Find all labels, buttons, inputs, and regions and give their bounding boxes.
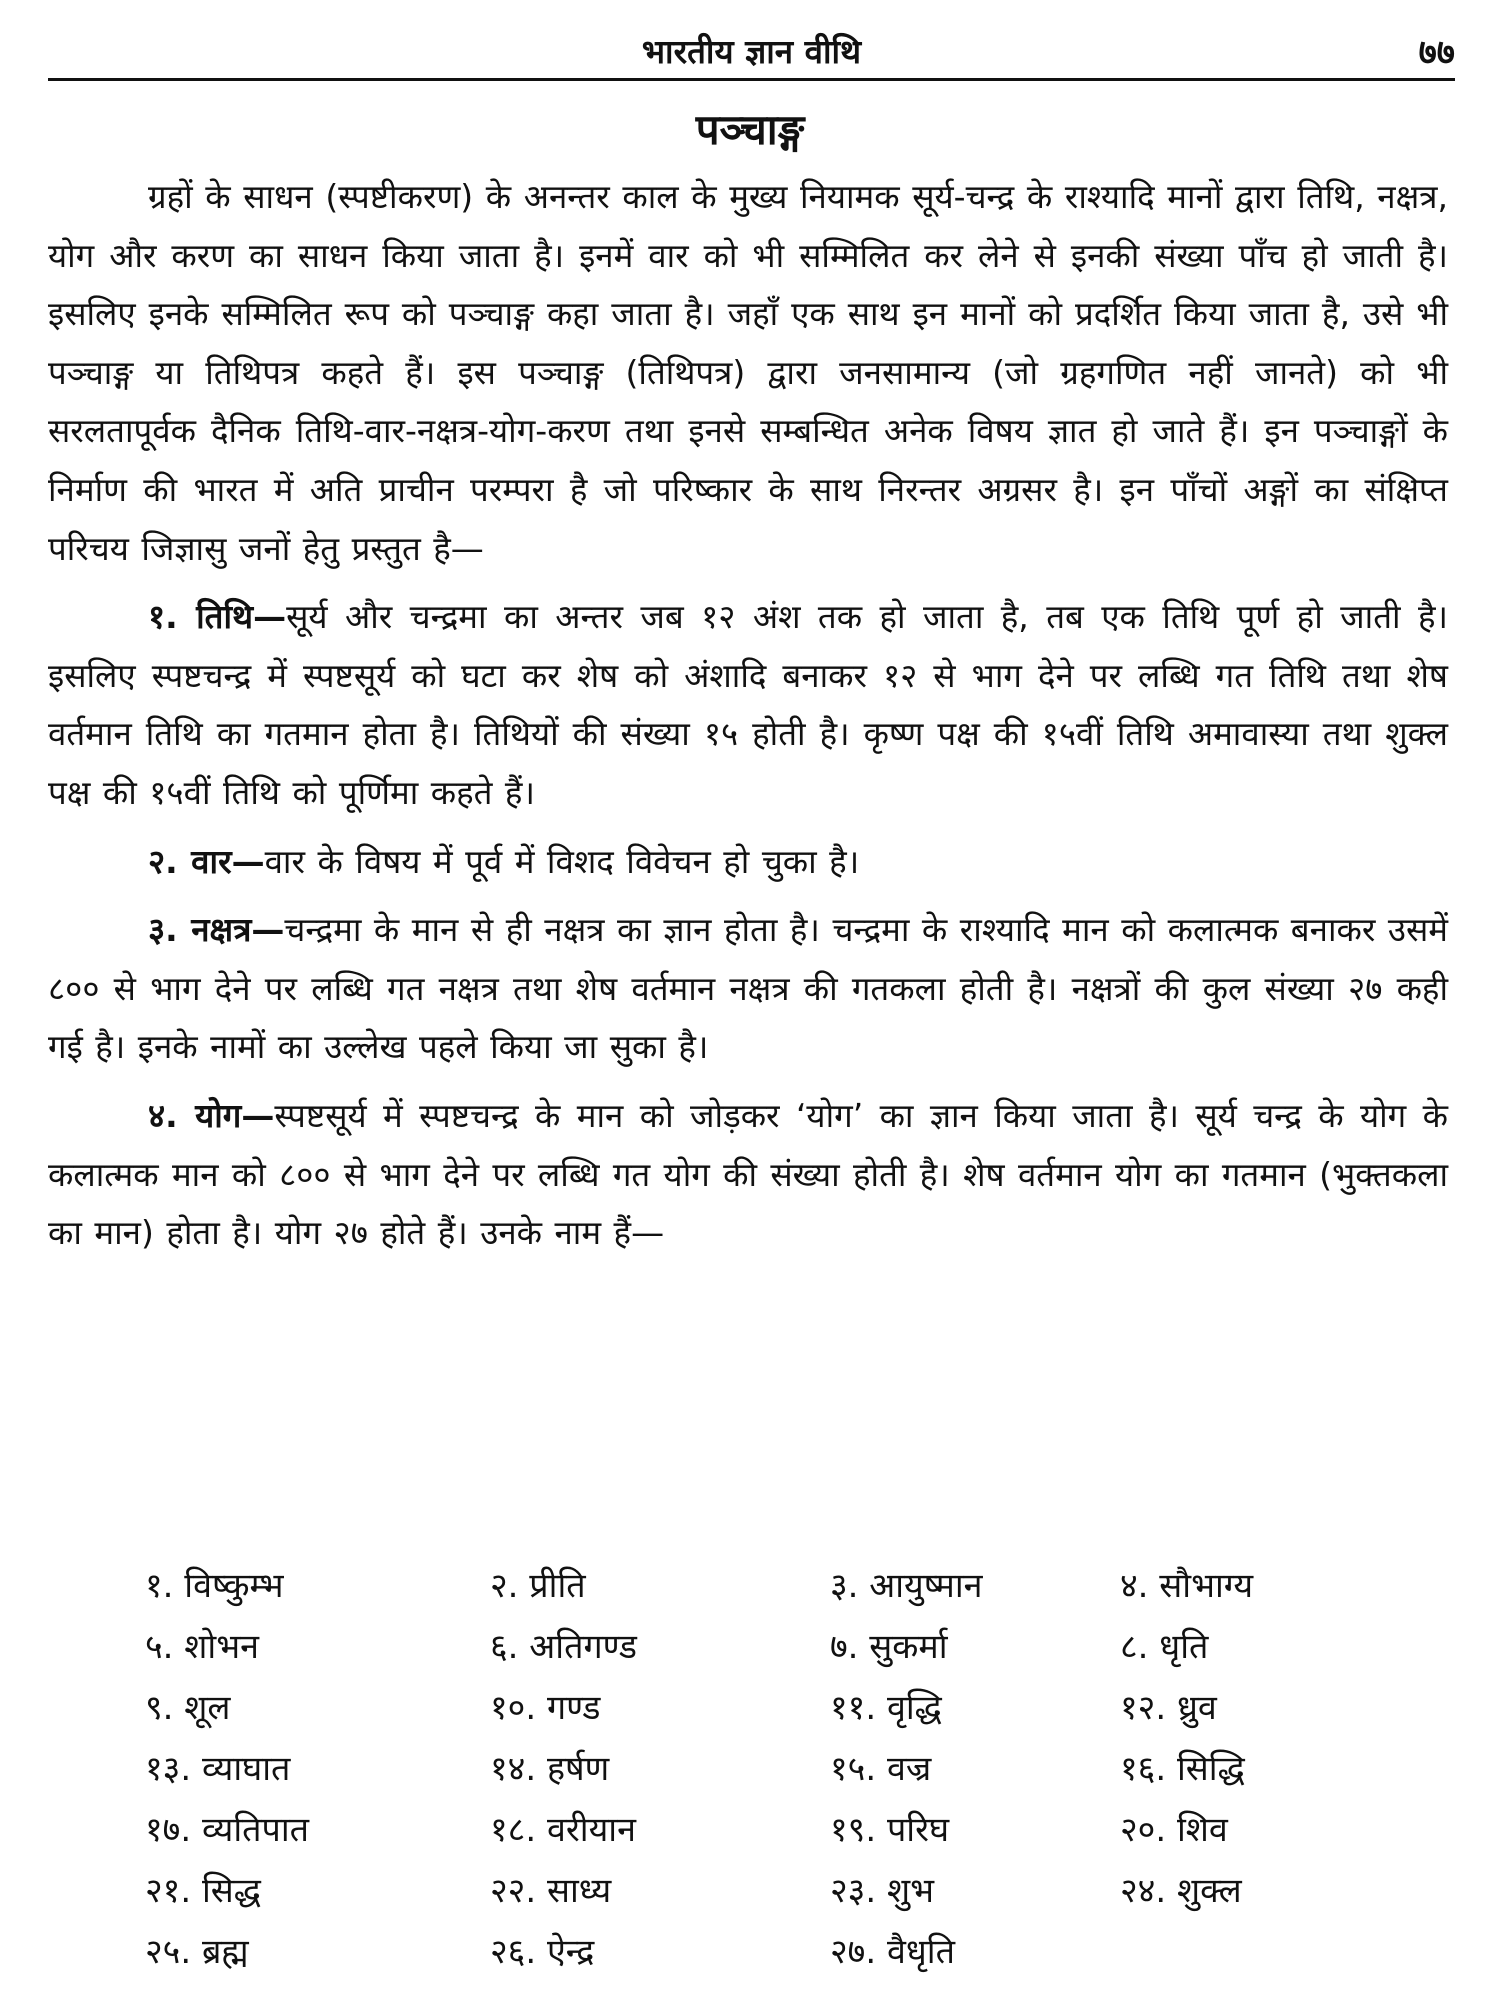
tithi-heading: १. तिथि— — [148, 597, 287, 637]
nakshatra-text: चन्द्रमा के मान से ही नक्षत्र का ज्ञान होता है। चन्द्रमा के राश्यादि मान को कलात्मक बनाकर उसमें ८०० से भाग देने पर लब्धि गत नक्षत्र तथा शेष वर्तमान नक्षत्र की गतकला होती है। नक्षत्रों की कुल संख्या २७ कही गई है। इनके नामों का उल्लेख पहले किया जा सुका है। — [48, 910, 1448, 1067]
yoga-item: ९. शूल — [145, 1688, 231, 1728]
section-title: पञ्चाङ्ग — [695, 105, 805, 154]
vaar-heading: २. वार— — [148, 841, 265, 881]
nakshatra-heading: ३. नक्षत्र— — [148, 910, 285, 950]
yoga-list — [145, 1556, 1420, 1983]
body-text — [48, 168, 1448, 1263]
yoga-item: १२. ध्रुव — [1120, 1688, 1217, 1728]
yoga-item: ११. वृद्धि — [830, 1688, 942, 1728]
tithi-paragraph — [48, 588, 1448, 822]
tithi-text: सूर्य और चन्द्रमा का अन्तर जब १२ अंश तक हो जाता है, तब एक तिथि पूर्ण हो जाती है। इसलिए स्पष्टचन्द्र में स्पष्टसूर्य को घटा कर शेष को अंशादि बनाकर १२ से भाग देने पर लब्धि गत तिथि तथा शेष वर्तमान तिथि का गतमान होता है। तिथियों की संख्या १५ होती है। कृष्ण पक्ष की १५वीं तिथि अमावास्या तथा शुक्ल पक्ष की १५वीं तिथि को पूर्णिमा कहते हैं। — [48, 597, 1448, 812]
yoga-item: १७. व्यतिपात — [145, 1810, 310, 1850]
yoga-item: १०. गण्ड — [490, 1688, 601, 1728]
yoga-item: २१. सिद्ध — [145, 1871, 261, 1911]
yoga-item: ६. अतिगण्ड — [490, 1627, 637, 1667]
yoga-paragraph — [48, 1087, 1448, 1263]
yoga-item: २४. शुक्ल — [1120, 1871, 1242, 1911]
running-head — [48, 20, 1455, 81]
yoga-item: १९. परिघ — [830, 1810, 950, 1850]
page-number: ७७ — [1418, 33, 1455, 73]
yoga-item: ४. सौभाग्य — [1120, 1566, 1254, 1606]
yoga-item: २५. ब्रह्म — [145, 1932, 249, 1972]
vaar-paragraph — [48, 833, 1448, 892]
yoga-item: १५. वज्र — [830, 1749, 932, 1789]
intro-paragraph: ग्रहों के साधन (स्पष्टीकरण) के अनन्तर काल के मुख्य नियामक सूर्य-चन्द्र के राश्यादि मानों द्वारा तिथि, नक्षत्र, योग और करण का साधन किया जाता है। इनमें वार को भी सम्मिलित कर लेने से इनकी संख्या पाँच हो जाती है। इसलिए इनके सम्मिलित रूप को पञ्चाङ्ग कहा जाता है। जहाँ एक साथ इन मानों को प्रदर्शित किया जाता है, उसे भी पञ्चाङ्ग या तिथिपत्र कहते हैं। इस पञ्चाङ्ग (तिथिपत्र) द्वारा जनसामान्य (जो ग्रहगणित नहीं जानते) को भी सरलतापूर्वक दैनिक तिथि-वार-नक्षत्र-योग-करण तथा इनसे सम्बन्धित अनेक विषय ज्ञात हो जाते हैं। इन पञ्चाङ्गों के निर्माण की भारत में अति प्राचीन परम्परा है जो परिष्कार के साथ निरन्तर अग्रसर है। इन पाँचों अङ्गों का संक्षिप्त परिचय जिज्ञासु जनों हेतु प्रस्तुत है— — [48, 177, 1448, 568]
yoga-item: ७. सुकर्मा — [830, 1627, 948, 1667]
yoga-item: ५. शोभन — [145, 1627, 259, 1667]
yoga-heading: ४. योग— — [148, 1095, 275, 1135]
yoga-item: १४. हर्षण — [490, 1749, 610, 1789]
yoga-item: ३. आयुष्मान — [830, 1566, 983, 1606]
yoga-item: १३. व्याघात — [145, 1749, 291, 1789]
book-title: भारतीय ज्ञान वीथि — [641, 32, 862, 71]
yoga-item: २७. वैधृति — [830, 1932, 955, 1972]
yoga-item: २२. साध्य — [490, 1871, 612, 1911]
yoga-item: २३. शुभ — [830, 1871, 934, 1911]
yoga-item: २६. ऐन्द्र — [490, 1932, 595, 1972]
vaar-text: वार के विषय में पूर्व में विशद विवेचन हो चुका है। — [264, 841, 860, 881]
yoga-item: १८. वरीयान — [490, 1810, 636, 1850]
yoga-item: २०. शिव — [1120, 1810, 1228, 1850]
yoga-text: स्पष्टसूर्य में स्पष्टचन्द्र के मान को जोड़कर ‘योग’ का ज्ञान किया जाता है। सूर्य चन्द्र के योग के कलात्मक मान को ८०० से भाग देने पर लब्धि गत योग की संख्या होती है। शेष वर्तमान योग का गतमान (भुक्तकला का मान) होता है। योग २७ होते हैं। उनके नाम हैं— — [48, 1095, 1448, 1253]
yoga-item: १. विष्कुम्भ — [145, 1566, 284, 1606]
yoga-item: १६. सिद्धि — [1120, 1749, 1245, 1789]
nakshatra-paragraph — [48, 901, 1448, 1077]
yoga-item: ८. धृति — [1120, 1627, 1209, 1667]
yoga-item: २. प्रीति — [490, 1566, 586, 1606]
